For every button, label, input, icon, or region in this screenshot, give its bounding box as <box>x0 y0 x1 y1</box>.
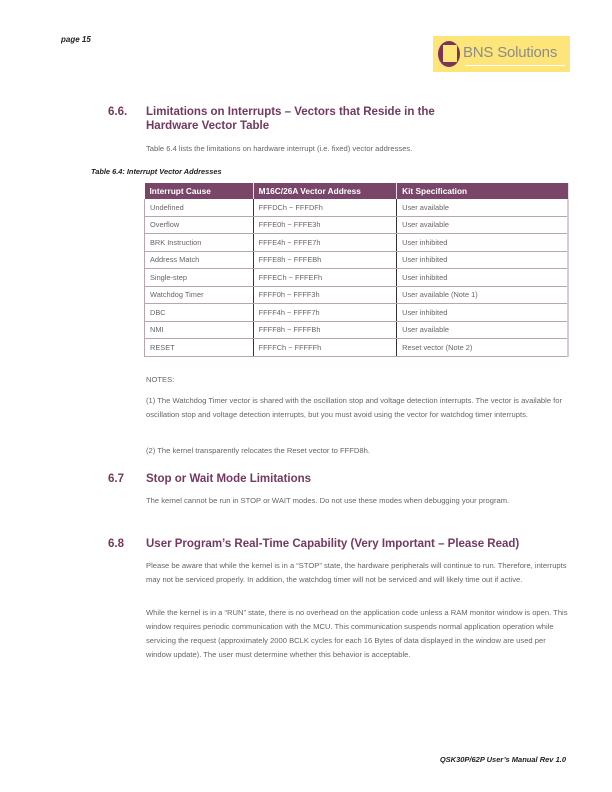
section-6-8-para2: While the kernel is in a “RUN” state, there is no overhead on the application code unless a RAM monitor window is open. This window requires periodic communication with the MCU. This communication suspends normal application operation while servicing the request (approximately 2000 BCLK cycles for each 16 Bytes of data displayed in the window are used per window update). The user must determine whether this behavior is acceptable. <box>146 608 568 659</box>
section-6-8-para1: Please be aware that while the kernel is in a “STOP” state, the hardware peripherals will continue to run. Therefore, interrupts may not be serviced properly. In addition, the watchdog timer will not be serviced and will likely time out if active. <box>146 561 567 584</box>
column-header: Kit Specification <box>397 183 568 199</box>
note-1: (1) The Watchdog Timer vector is shared with the oscillation stop and voltage detection interrupts. The vector is available for oscillation stop and voltage detection interrupts, but you must avoid using the vector for watchdog timer interrupts. <box>146 396 563 419</box>
table-row <box>145 216 569 234</box>
table-row <box>145 199 569 216</box>
table-row <box>145 286 569 304</box>
cell-address: FFFF0h ~ FFFF3h <box>253 286 396 304</box>
column-header: Interrupt Cause <box>145 183 254 199</box>
table-caption: Table 6.4: Interrupt Vector Addresses <box>91 167 222 176</box>
cell-address: FFFDCh ~ FFFDFh <box>253 199 396 216</box>
footer-manual-title: QSK30P/62P User’s Manual Rev 1.0 <box>439 755 566 764</box>
notes-heading: NOTES: <box>146 375 175 384</box>
cell-spec: User available (Note 1) <box>397 286 568 304</box>
section-number: 6.8 <box>108 538 124 550</box>
page-number: page 15 <box>61 35 91 44</box>
cell-cause: Watchdog Timer <box>145 286 254 304</box>
table-row <box>145 269 569 287</box>
section-number: 6.6. <box>108 106 128 118</box>
cell-address: FFFE8h ~ FFFEBh <box>253 251 396 269</box>
note-2: (2) The kernel transparently relocates the Reset vector to FFFD8h. <box>146 446 370 455</box>
table-row <box>145 304 569 322</box>
cell-spec: User inhibited <box>397 269 568 287</box>
cell-spec: User available <box>397 321 568 339</box>
cell-cause: DBC <box>145 304 254 322</box>
cell-spec: User available <box>397 199 568 216</box>
section-6-6-intro: Table 6.4 lists the limitations on hardware interrupt (i.e. fixed) vector addresses. <box>146 144 413 153</box>
column-header: M16C/26A Vector Address <box>253 183 396 199</box>
cell-spec: User inhibited <box>397 234 568 252</box>
section-6-7-body: The kernel cannot be run in STOP or WAIT modes. Do not use these modes when debugging your program. <box>146 496 510 505</box>
section-title-line1: Limitations on Interrupts – Vectors that Reside in the <box>146 106 435 118</box>
cell-address: FFFF4h ~ FFFF7h <box>253 304 396 322</box>
table-row <box>145 251 569 269</box>
section-title: Stop or Wait Mode Limitations <box>146 473 312 485</box>
logo-underline <box>465 65 565 66</box>
cell-cause: Overflow <box>145 216 254 234</box>
interrupt-vector-table <box>144 183 569 357</box>
section-number: 6.7 <box>108 473 124 485</box>
table-row <box>145 339 569 357</box>
cell-address: FFFE4h ~ FFFE7h <box>253 234 396 252</box>
cell-cause: RESET <box>145 339 254 357</box>
company-logo <box>433 36 570 72</box>
cell-cause: BRK Instruction <box>145 234 254 252</box>
cell-address: FFFFCh ~ FFFFFh <box>253 339 396 357</box>
cell-spec: User inhibited <box>397 304 568 322</box>
cell-spec: Reset vector (Note 2) <box>397 339 568 357</box>
cell-cause: Address Match <box>145 251 254 269</box>
cell-address: FFFECh ~ FFFEFh <box>253 269 396 287</box>
table-header-row <box>145 183 569 199</box>
logo-mark-icon <box>438 41 460 67</box>
cell-cause: Single-step <box>145 269 254 287</box>
cell-address: FFFF8h ~ FFFFBh <box>253 321 396 339</box>
cell-address: FFFE0h ~ FFFE3h <box>253 216 396 234</box>
section-title: User Program’s Real-Time Capability (Very Important – Please Read) <box>146 538 520 550</box>
cell-cause: Undefined <box>145 199 254 216</box>
cell-spec: User available <box>397 216 568 234</box>
cell-spec: User inhibited <box>397 251 568 269</box>
table-row <box>145 234 569 252</box>
cell-cause: NMI <box>145 321 254 339</box>
table-row <box>145 321 569 339</box>
logo-text: BNS Solutions <box>463 44 558 61</box>
section-title-line2: Hardware Vector Table <box>146 120 270 132</box>
